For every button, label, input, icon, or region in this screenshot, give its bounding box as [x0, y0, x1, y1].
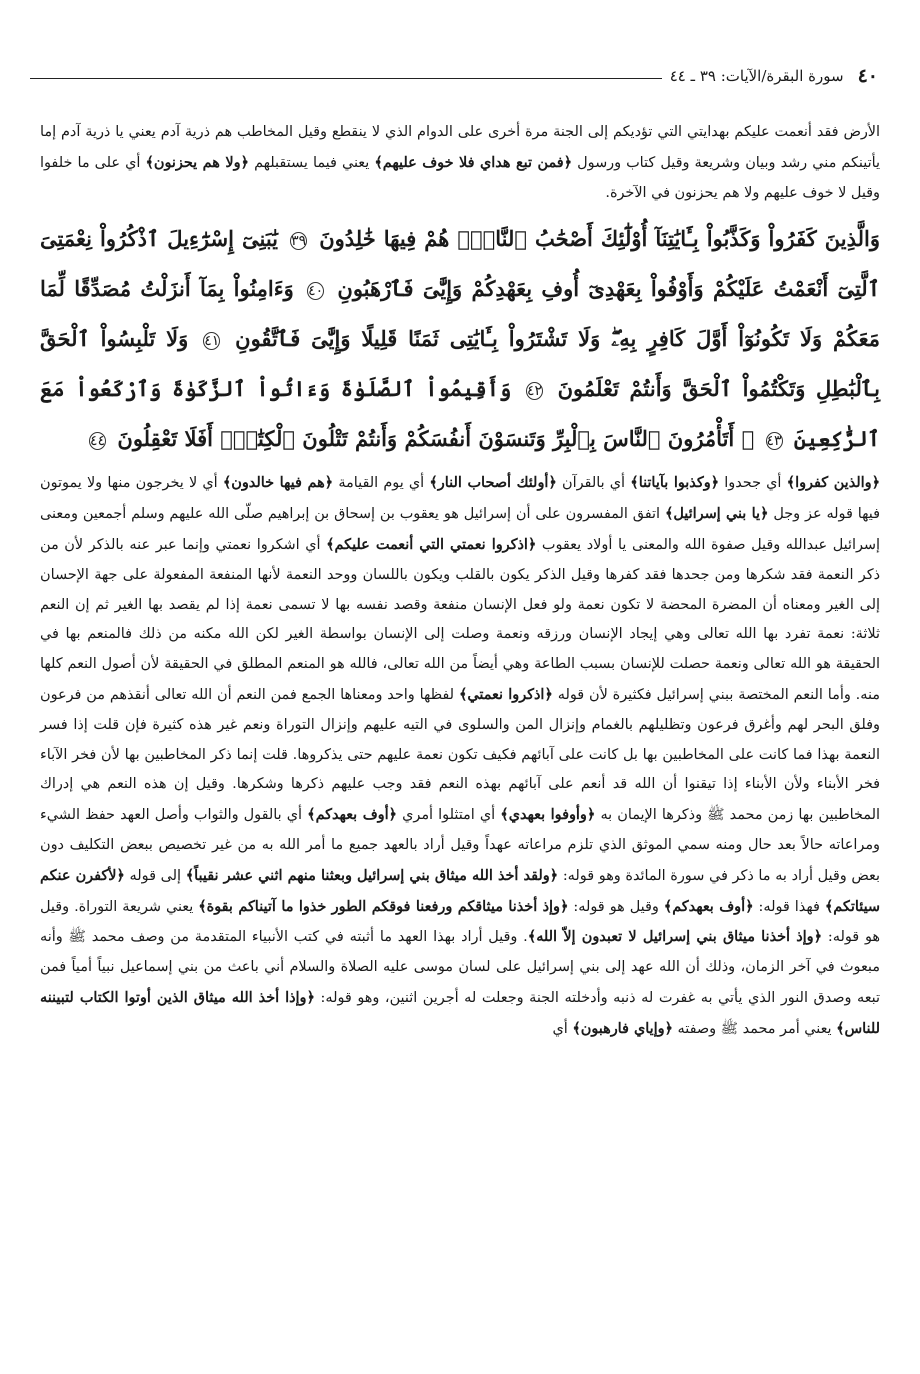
commentary-text: اتفق المفسرون على أن إسرائيل هو يعقوب بن إسحاق بن إبراهيم صلّى الله عليهم وسلم أجمعين ومعنى إسرائيل عبدالله وقيل صفوة الله والمعنى يا أولاد يعقوب [40, 506, 880, 553]
ayah-number: ٤٠ [308, 282, 324, 299]
commentary-quote: ﴿وكذبوا بآياتنا﴾ [630, 474, 720, 492]
commentary-text: إلى قوله [124, 867, 186, 884]
verse-text: وَلَا تَلْبِسُواْ ٱلْحَقَّ بِٱلْبَٰطِلِ وَتَكْتُمُواْ ٱلْحَقَّ وَأَنتُمْ تَعْلَمُونَ [40, 326, 881, 402]
running-title: سورة البقرة/الآيات: ٣٩ ـ ٤٤ [669, 67, 844, 85]
commentary-text: فهذا قوله: [753, 898, 825, 915]
commentary-quote: ﴿وإذا أخذ الله ميثاق الذين أوتوا الكتاب لتبيننه للناس﴾ [40, 988, 880, 1037]
verse-text: وَءَامِنُواْ بِمَآ أَنزَلْتُ مُصَدِّقًا لِّمَا مَعَكُمْ وَلَا تَكُونُوٓاْ أَوَّلَ كَافِرٍ بِهِۦۖ وَلَا تَشْتَرُواْ بِـَٔايَٰتِى ثَمَنًا قَلِيلًا وَإِيَّٰىَ فَٱتَّقُونِ [40, 276, 881, 352]
intro-paragraph [40, 118, 880, 208]
verse-text: ۞ أَتَأْمُرُونَ ٱلنَّاسَ بِٱلْبِرِّ وَتَنسَوْنَ أَنفُسَكُمْ وَأَنتُمْ تَتْلُونَ ٱلْكِتَٰبَۚ أَفَلَا تَعْقِلُونَ [110, 426, 755, 452]
ayah-number: ٣٩ [291, 232, 307, 249]
commentary-quote: ﴿وإياي فارهبون﴾ [572, 1019, 673, 1037]
commentary-text: . وقيل أراد بهذا العهد ما أثبته في كتب الأنبياء المتقدمة من وصف محمد ﷺ وأنه مبعوث في آخر الزمان، وذلك أن الله عهد إلى بني إسرائيل على لسان موسى عليه الصلاة والسلام أني باعث من بني إسماعيل نبياً أمياً فمن تبعه وصدق النور الذي يأتي به غفرت له ذنبه وأدخلته الجنة وجعلت له أجرين اثنين، وهو قوله: [40, 929, 881, 1006]
commentary-quote: ﴿أوف بعهدكم﴾ [663, 897, 754, 915]
commentary-quote: ﴿أوف بعهدكم﴾ [307, 806, 397, 824]
commentary-text: أي لا يخرجون منها ولا يموتون فيها قوله عز وجل [40, 475, 880, 523]
commentary-quote: ﴿اذكروا نعمتي التي أنعمت عليكم﴾ [326, 535, 537, 553]
intro-text: يعني فيما يستقبلهم [248, 154, 375, 171]
commentary-quote: ﴿وإذ أخذنا ميثاقكم ورفعنا فوقكم الطور خذوا ما آتيناكم بقوة﴾ [198, 897, 569, 915]
commentary-text: أي امتثلوا أمري [397, 807, 501, 824]
commentary-text: أي [552, 1020, 573, 1037]
intro-quote: ﴿فمن تبع هداي فلا خوف عليهم﴾ [374, 153, 573, 171]
ayah-number: ٤٢ [526, 382, 543, 399]
commentary-text: لفظها واحد ومعناها الجمع فمن النعم أن الله تعالى أنقذهم من فرعون وفلق البحر لهم وأغرق فرعون وتظليلهم بالغمام وإنزال المن والسلوى في التيه عليهم وإنزال التوراة ونعم غير هذه كثيرة فإن قلت إذا فسر النعمة بهذا فما كانت على المخاطبين بها بل كانت على آبائهم فكيف تكون نعمة عليهم حتى يذكروها. قلت إنما ذكر المخاطبين بها لأن فخر الآباء فخر الأبناء ولأن الأبناء إذا تيقنوا أن الله قد أنعم على آبائهم بهذه النعم فقد وجب عليهم ذكرها وشكرها. وقيل إن هذه النعم هي إدراك المخاطبين بها زمن محمد ﷺ وذكرها الإيمان به [40, 686, 881, 824]
commentary-text: يعني أمر محمد ﷺ وصفته [672, 1020, 837, 1037]
verse-text: يَٰبَنِىٓ إِسْرَٰٓءِيلَ ٱذْكُرُواْ نِعْمَتِىَ ٱلَّتِىٓ أَنْعَمْتُ عَلَيْكُمْ وَأَوْفُواْ بِعَهْدِىٓ أُوفِ بِعَهْدِكُمْ وَإِيَّٰىَ فَٱرْهَبُونِ [40, 226, 881, 302]
intro-quote: ﴿ولا هم يحزنون﴾ [145, 153, 249, 171]
commentary-quote: ﴿وإذ أخذنا ميثاق بني إسرائيل لا تعبدون إلاّ الله﴾ [527, 928, 823, 946]
commentary-paragraph [40, 468, 880, 1044]
header-rule [30, 78, 662, 79]
commentary-text: أي بالقرآن [556, 475, 631, 492]
verse-text: وَالَّذِينَ كَفَرُواْ وَكَذَّبُواْ بِـَٔايَٰتِنَآ أُوْلَٰٓئِكَ أَصْحَٰبُ ٱلنَّارِۖ هُمْ فِيهَا خَٰلِدُونَ [311, 226, 880, 252]
commentary-quote: ﴿اذكروا نعمتي﴾ [458, 685, 553, 703]
commentary-quote: ﴿أولئك أصحاب النار﴾ [429, 474, 557, 492]
commentary-quote: ﴿ولقد أخذ الله ميثاق بني إسرائيل وبعثنا منهم اثني عشر نقيباً﴾ [185, 866, 559, 884]
page-body [40, 118, 880, 1045]
commentary-text: يعني شريعة التوراة. وقيل هو قوله: [40, 898, 880, 946]
ayah-number: ٤١ [204, 332, 220, 349]
intro-text: الأرض فقد أنعمت عليكم بهدايتي التي تؤديكم إلى الجنة مرة أخرى على الدوام الذي لا ينقطع وقيل المخاطب هم ذرية آدم يعني يا ذرية آدم إما يأتينكم مني رشد وبيان وشريعة وقيل كتاب ورسول [40, 124, 880, 171]
commentary-quote: ﴿هم فيها خالدون﴾ [222, 474, 334, 492]
commentary-text: وقيل هو قوله: [568, 898, 664, 915]
commentary-text: أي يوم القيامة [333, 475, 430, 492]
page-number: ٤٠ [857, 65, 878, 87]
commentary-text: أي بالقول والثواب وأصل العهد حفظ الشيء ومراعاته حالاً بعد حال ومنه سمي الموثق الذي تلزم مراعاته عهداً وقيل أراد بالعهد جميع ما أمر الله به من غير تخصيص ببعض التكليف دون بعض وقيل أراد به ما ذكر في سورة المائدة وهو قوله: [40, 807, 880, 884]
ayah-number: ٤٤ [90, 432, 106, 449]
commentary-quote: ﴿وأوفوا بعهدي﴾ [500, 806, 596, 824]
commentary-quote: ﴿لأكفرن عنكم سيئاتكم﴾ [40, 866, 880, 915]
commentary-text: أي اشكروا نعمتي وإنما عبر عنه بالذكر لأن من ذكر النعمة فقد شكرها ومن جحدها فقد كفرها وقيل الذكر يكون بالقلب ويكون باللسان ووحد النعمة لأنها المنفعة المفعولة على جهة الإحسان إلى الغير ومعناه أن المضرة المحضة لا تكون نعمة ولو فعل الإنسان منفعة وقصد نفسه بها لا تسمى نعمة إذا لم يقصد بها الغير ثم إن النعم ثلاثة: نعمة تفرد بها الله تعالى وهي إيجاد الإنسان ورزقه ونعمة وصلت إلى الإنسان بواسطة الغير لكن الله مكنه من ذلك فالمنعم بها في الحقيقة هو الله تعالى ونعمة حصلت للإنسان بسبب الطاعة وهي أيضاً من الله تعالى، فالله هو المنعم المطلق في الحقيقة لأن أصول النعم كلها منه. وأما النعم المختصة ببني إسرائيل فكثيرة لأن قوله [40, 536, 881, 703]
commentary-text: أي جحدوا [719, 475, 787, 492]
page-header [30, 62, 878, 90]
ayah-number: ٤٣ [766, 432, 782, 449]
intro-text: أي على ما خلفوا وقيل لا خوف عليهم ولا هم يحزنون في الآخرة. [40, 154, 880, 201]
verse-text: وَأَقِيمُواْ ٱلصَّلَوٰةَ وَءَاتُواْ ٱلزَّكَوٰةَ وَٱرْكَعُواْ مَعَ ٱلرَّٰكِعِينَ [40, 376, 880, 452]
commentary-quote: ﴿والذين كفروا﴾ [786, 474, 881, 492]
commentary-quote: ﴿يا بني إسرائيل﴾ [664, 505, 769, 523]
quran-verses [40, 214, 880, 464]
